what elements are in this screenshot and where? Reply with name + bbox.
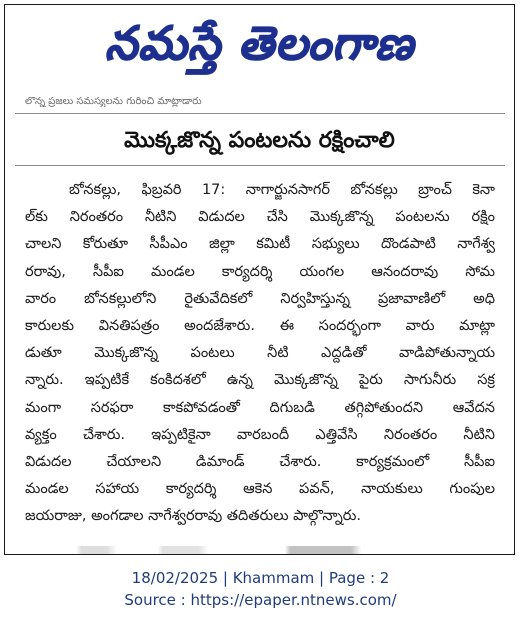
top-divider [15,113,505,114]
article-line: న్నారు. ఇప్పటికే కంకిదశలో ఉన్న మొక్కజొన్న పైరు సాగునీరు సక్ర [25,372,495,389]
article-line: ల్‌కు నిరంతరం నీటిని విడుదల చేసి మొక్కజొన్న పంటలను రక్షిం [25,209,495,226]
article-line: చాలని కోరుతూ సీపీఎం జిల్లా కమిటీ సభ్యులు దొండపాటి నాగేశ్వ [25,236,495,253]
previous-article-fragment: లోన్న ప్రజలు సమస్యలను గురించి మాట్లాడారు [25,97,202,107]
article-line: మంగా సరఫరా కాకపోవడంతో దిగుబడి తగ్గిపోతుందని ఆవేదన [25,399,495,416]
article-line: వ్యక్తం చేశారు. ఇప్పటికైనా వారబందీ ఎత్తివేసి నిరంతరం నీటిని [25,426,495,443]
article-line: విడుదల చేయాలని డిమాండ్ చేశారు. కార్యక్రమంలో సీపీఐ [25,453,495,470]
article-line: వారం బోనకల్లులోని రైతువేదికలో నిర్వహిస్తున్న ప్రజావాణిలో అధి [25,290,495,307]
article-line: రరావు, సీపీఐ మండల కార్యదర్శి యంగల ఆనందరావు సోమ [25,263,495,280]
article-line: కారులకు వినతిపత్రం అందజేశారు. ఈ సందర్భంగా వారు మాట్లా [25,317,495,334]
clipping-source-line: Source : https://epaper.ntnews.com/ [124,591,397,609]
article-line: మండల సహాయ కార్యదర్శి ఆకెన పవన్, నాయకులు గుంపుల [25,481,495,498]
article-body [25,177,495,530]
article-line: బోనకల్లు, ఫిబ్రవరి 17: నాగార్జునసాగర్ బోనకల్లు బ్రాంచ్ కెనా [69,182,495,198]
article-line: జయరాజు, అంగడాల నాగేశ్వరరావు తదితరులు పాల్గొన్నారు. [25,508,361,525]
headline-divider [15,165,505,166]
newspaper-masthead: నమస్తే తెలంగాణ [104,16,415,70]
clipping-date-line: 18/02/2025 | Khammam | Page : 2 [131,569,390,587]
next-article-cut-edge [5,546,514,554]
article-line: డుతూ మొక్కజొన్న పంటలు నీటి ఎద్దడితో వాడిపోతున్నాయ [25,345,495,362]
news-clipping [4,4,515,555]
article-headline: మొక్కజొన్న పంటలను రక్షించాలి [124,128,395,153]
